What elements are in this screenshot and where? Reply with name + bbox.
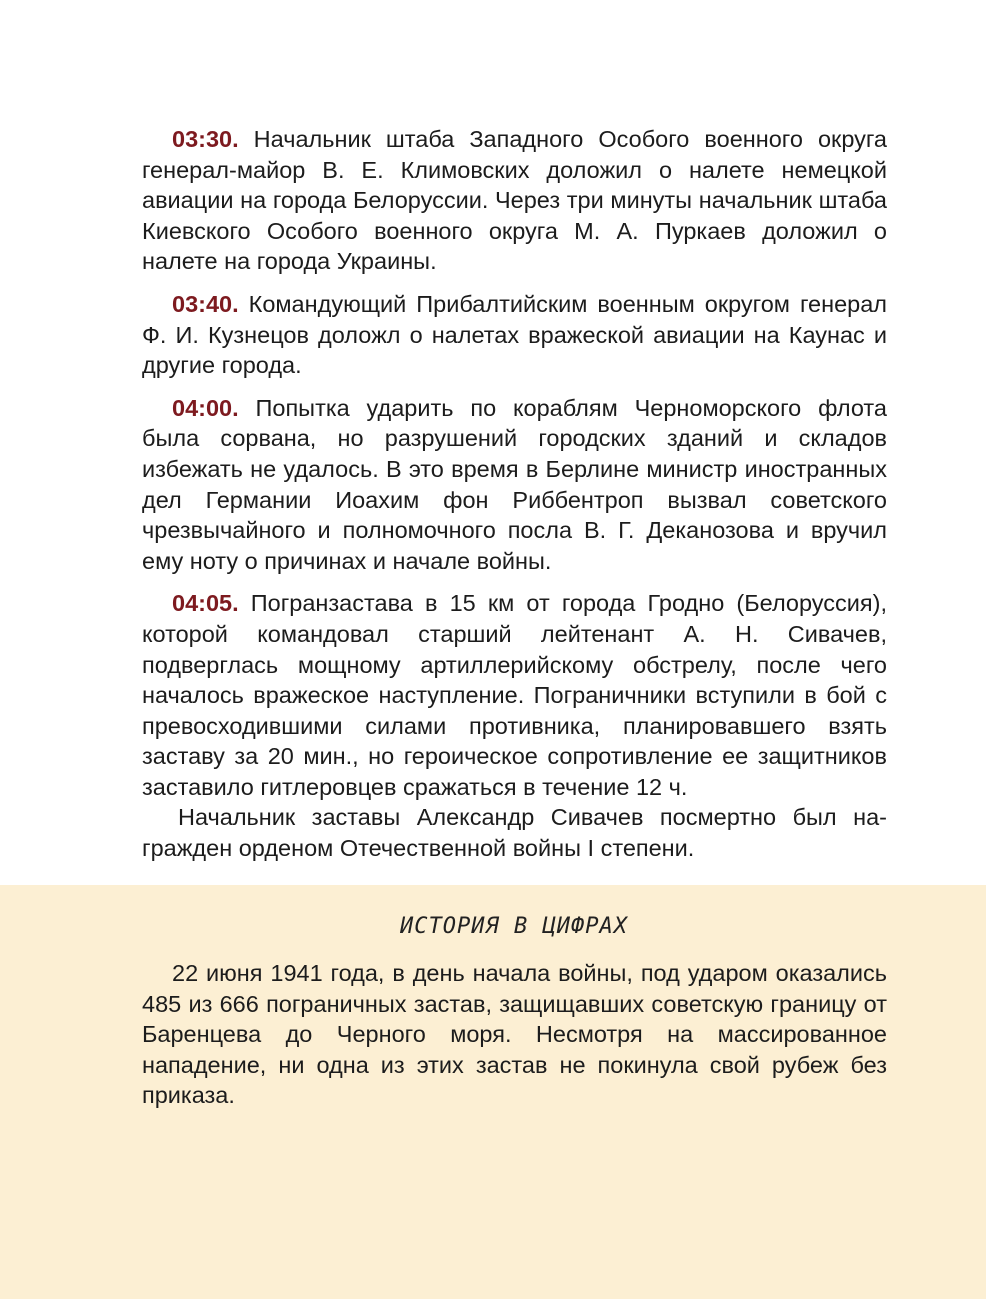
- fact-box-title: ИСТОРИЯ В ЦИФРАХ: [400, 914, 628, 939]
- entry-note: Начальник заставы Александр Сивачев посмертно был награжден орденом Отечественной войны I степени.: [142, 804, 887, 862]
- entry-time: 03:30.: [172, 126, 239, 152]
- entry-0340: [142, 289, 887, 381]
- entry-text: Командующий Прибалтийским военным округом генерал Ф. И. Кузнецов доложл о налетах вражеской авиации на Каунас и другие города.: [142, 290, 887, 379]
- entry-text: Погранзастава в 15 км от города Гродно (Белоруссия), которой командовал старший лейтенант А. Н. Сивачев, подверглась мощному артиллерийскому обстрелу, после чего началось вражеское наступление. Пограничники вступили в бой с превосходившими силами противника, планировавшего взять заставу за 20 мин., но героическое сопротивление ее защитников заставило гитлеровцев сражаться в течение 12 ч.: [142, 590, 887, 800]
- entry-text: Попытка ударить по кораблям Черноморского флота была сорвана, но разрушений городских зданий и складов избежать не удалось. В это время в Берлине министр иностранных дел Германии Иоахим фон Риббентроп вызвал советского чрезвычайного и полномочного посла В. Г. Деканозова и вручил ему ноту о причинах и начале войны.: [142, 394, 887, 574]
- entry-0400: [142, 393, 887, 577]
- history-in-numbers-box: [0, 885, 986, 1299]
- entry-time: 04:00.: [172, 394, 239, 421]
- chronology-text: [142, 124, 887, 876]
- fact-box-text: 22 июня 1941 года, в день начала войны, под ударом оказались 485 из 666 пограничных застав, защищавших советскую границу от Баренцева до Черного моря. Несмотря на массированное нападение, ни одна из этих застав не покинула свой рубеж без приказа.: [142, 960, 887, 1109]
- entry-0405: [142, 588, 887, 802]
- entry-0330: [142, 124, 887, 277]
- entry-time: 03:40.: [172, 290, 239, 317]
- entry-text: Начальник штаба Западного Особого военного округа генерал-майор В. Е. Климовских доложил о налете немецкой авиации на города Белоруссии. Через три минуты начальник штаба Киевского Особого военного округа М. А. Пуркаев доложил о налете на города Украины.: [142, 126, 887, 275]
- entry-time: 04:05.: [172, 590, 239, 617]
